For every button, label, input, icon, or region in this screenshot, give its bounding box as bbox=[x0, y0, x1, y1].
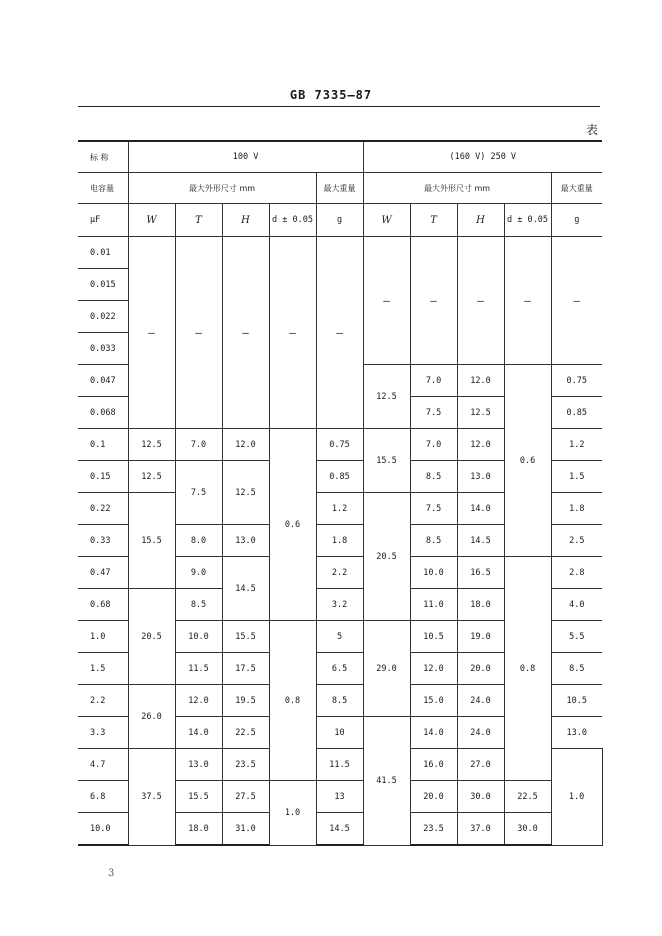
header-t-250v: T bbox=[410, 204, 457, 237]
g250-dash: — bbox=[551, 237, 602, 365]
h250-dash: — bbox=[457, 237, 504, 365]
header-250v: (160 V) 250 V bbox=[363, 141, 602, 173]
header-weight-100v: 最大重量 bbox=[316, 173, 363, 204]
cap-value: 0.47 bbox=[78, 557, 128, 589]
g250-cell: 13.0 bbox=[551, 717, 602, 749]
capacitor-dimension-table bbox=[78, 140, 602, 846]
header-row-voltage bbox=[78, 141, 602, 173]
cap-value: 1.0 bbox=[78, 621, 128, 653]
header-rule bbox=[78, 106, 600, 107]
g250-cell: 8.5 bbox=[551, 653, 602, 685]
w100-dash: — bbox=[128, 237, 175, 429]
g250-cell: 1.5 bbox=[551, 461, 602, 493]
h100-cell: 31.0 bbox=[222, 813, 269, 846]
h100-cell: 22.5 bbox=[222, 717, 269, 749]
cap-value: 0.047 bbox=[78, 365, 128, 397]
cap-value: 10.0 bbox=[78, 813, 128, 846]
t250-cell: 8.5 bbox=[410, 461, 457, 493]
t250-cell: 10.0 bbox=[410, 557, 457, 589]
w100-cell: 15.5 bbox=[128, 493, 175, 589]
t250-cell: 7.0 bbox=[410, 365, 457, 397]
h250-cell: 18.0 bbox=[457, 589, 504, 621]
h100-cell: 15.5 bbox=[222, 621, 269, 653]
g250-cell: 2.8 bbox=[551, 557, 602, 589]
h250-cell: 14.0 bbox=[457, 493, 504, 525]
w250-cell: 41.5 bbox=[363, 717, 410, 846]
h250-cell: 12.5 bbox=[457, 397, 504, 429]
d250-cell: 0.6 bbox=[504, 365, 551, 557]
h250-cell: 19.0 bbox=[457, 621, 504, 653]
t100-cell: 7.0 bbox=[175, 429, 222, 461]
h100-cell: 19.5 bbox=[222, 685, 269, 717]
g100-cell: 1.2 bbox=[316, 493, 363, 525]
h250-cell: 24.0 bbox=[457, 685, 504, 717]
h250-cell: 20.0 bbox=[457, 653, 504, 685]
t250-cell: 7.5 bbox=[410, 493, 457, 525]
header-nominal: 标 称 bbox=[78, 141, 128, 173]
g100-cell: 0.75 bbox=[316, 429, 363, 461]
header-h-250v: H bbox=[457, 204, 504, 237]
d100-cell: 1.0 bbox=[269, 781, 316, 846]
w250-cell: 29.0 bbox=[363, 621, 410, 717]
h250-cell: 14.5 bbox=[457, 525, 504, 557]
t250-cell: 15.0 bbox=[410, 685, 457, 717]
cap-value: 2.2 bbox=[78, 685, 128, 717]
header-capacitance: 电容量 bbox=[78, 173, 128, 204]
table-row bbox=[78, 237, 602, 269]
header-dims-250v: 最大外形尺寸 mm bbox=[363, 173, 551, 204]
t250-cell: 20.0 bbox=[410, 781, 457, 813]
h250-cell: 12.0 bbox=[457, 429, 504, 461]
header-dims-100v: 最大外形尺寸 mm bbox=[128, 173, 316, 204]
g250-cell: 0.85 bbox=[551, 397, 602, 429]
t100-cell: 13.0 bbox=[175, 749, 222, 781]
t100-cell: 8.5 bbox=[175, 589, 222, 621]
t100-cell: 14.0 bbox=[175, 717, 222, 749]
t100-cell: 9.0 bbox=[175, 557, 222, 589]
table-label: 表 bbox=[586, 123, 599, 137]
cap-value: 0.22 bbox=[78, 493, 128, 525]
t100-cell: 11.5 bbox=[175, 653, 222, 685]
g250-cell: 2.5 bbox=[551, 525, 602, 557]
t250-dash: — bbox=[410, 237, 457, 365]
t250-cell: 7.0 bbox=[410, 429, 457, 461]
t250-cell: 14.0 bbox=[410, 717, 457, 749]
t250-cell: 23.5 bbox=[410, 813, 457, 846]
t100-cell: 8.0 bbox=[175, 525, 222, 557]
t250-cell: 12.0 bbox=[410, 653, 457, 685]
h100-cell: 17.5 bbox=[222, 653, 269, 685]
page-number: 3 bbox=[108, 868, 115, 879]
t100-cell: 18.0 bbox=[175, 813, 222, 846]
h250-cell: 37.0 bbox=[457, 813, 504, 846]
g100-cell: 11.5 bbox=[316, 749, 363, 781]
cap-value: 0.015 bbox=[78, 269, 128, 301]
w250-cell: 15.5 bbox=[363, 429, 410, 493]
g100-cell: 13 bbox=[316, 781, 363, 813]
t250-cell: 10.5 bbox=[410, 621, 457, 653]
header-t-100v: T bbox=[175, 204, 222, 237]
g100-cell: 14.5 bbox=[316, 813, 363, 846]
g100-cell: 6.5 bbox=[316, 653, 363, 685]
h250-cell: 30.0 bbox=[457, 781, 504, 813]
g100-cell: 5 bbox=[316, 621, 363, 653]
t100-cell: 12.0 bbox=[175, 685, 222, 717]
h100-cell: 23.5 bbox=[222, 749, 269, 781]
h250-cell: 16.5 bbox=[457, 557, 504, 589]
g100-cell: 3.2 bbox=[316, 589, 363, 621]
g100-dash: — bbox=[316, 237, 363, 429]
g250-cell: 5.5 bbox=[551, 621, 602, 653]
header-w-100v: W bbox=[128, 204, 175, 237]
header-d-100v: d ± 0.05 bbox=[269, 204, 316, 237]
d100-cell: 0.8 bbox=[269, 621, 316, 781]
g250-cell: 10.5 bbox=[551, 685, 602, 717]
g250-cell: 22.5 bbox=[504, 781, 551, 813]
w100-cell: 20.5 bbox=[128, 589, 175, 685]
d100-dash: — bbox=[269, 237, 316, 429]
h100-cell: 14.5 bbox=[222, 557, 269, 621]
header-unit: μF bbox=[78, 204, 128, 237]
d100-cell: 0.6 bbox=[269, 429, 316, 621]
w100-cell: 12.5 bbox=[128, 461, 175, 493]
t100-cell: 10.0 bbox=[175, 621, 222, 653]
h250-cell: 27.0 bbox=[457, 749, 504, 781]
h250-cell: 12.0 bbox=[457, 365, 504, 397]
h100-cell: 12.5 bbox=[222, 461, 269, 525]
header-g-250v: g bbox=[551, 204, 602, 237]
header-100v: 100 V bbox=[128, 141, 363, 173]
h250-cell: 13.0 bbox=[457, 461, 504, 493]
cap-value: 3.3 bbox=[78, 717, 128, 749]
g250-cell: 1.2 bbox=[551, 429, 602, 461]
g250-cell: 4.0 bbox=[551, 589, 602, 621]
h250-cell: 24.0 bbox=[457, 717, 504, 749]
g100-cell: 2.2 bbox=[316, 557, 363, 589]
h100-cell: 13.0 bbox=[222, 525, 269, 557]
w250-cell: 12.5 bbox=[363, 365, 410, 429]
t250-cell: 7.5 bbox=[410, 397, 457, 429]
t100-dash: — bbox=[175, 237, 222, 429]
cap-value: 0.15 bbox=[78, 461, 128, 493]
g250-cell: 30.0 bbox=[504, 813, 551, 846]
g100-cell: 1.8 bbox=[316, 525, 363, 557]
t250-cell: 8.5 bbox=[410, 525, 457, 557]
cap-value: 0.022 bbox=[78, 301, 128, 333]
cap-value: 6.8 bbox=[78, 781, 128, 813]
d250-dash: — bbox=[504, 237, 551, 365]
t100-cell: 7.5 bbox=[175, 461, 222, 525]
g100-cell: 0.85 bbox=[316, 461, 363, 493]
h100-cell: 12.0 bbox=[222, 429, 269, 461]
header-row-columns bbox=[78, 204, 602, 237]
g100-cell: 8.5 bbox=[316, 685, 363, 717]
w250-dash: — bbox=[363, 237, 410, 365]
t250-cell: 16.0 bbox=[410, 749, 457, 781]
cap-value: 0.068 bbox=[78, 397, 128, 429]
w100-cell: 26.0 bbox=[128, 685, 175, 749]
d250-cell: 0.8 bbox=[504, 557, 551, 781]
standard-code: GB 7335—87 bbox=[289, 88, 373, 102]
cap-value: 0.33 bbox=[78, 525, 128, 557]
cap-value: 0.1 bbox=[78, 429, 128, 461]
t100-cell: 15.5 bbox=[175, 781, 222, 813]
w100-cell: 12.5 bbox=[128, 429, 175, 461]
g250-cell: 1.8 bbox=[551, 493, 602, 525]
cap-value: 0.68 bbox=[78, 589, 128, 621]
header-weight-250v: 最大重量 bbox=[551, 173, 602, 204]
header-w-250v: W bbox=[363, 204, 410, 237]
cap-value: 1.5 bbox=[78, 653, 128, 685]
h100-dash: — bbox=[222, 237, 269, 429]
d250-cell: 1.0 bbox=[551, 749, 602, 846]
header-h-100v: H bbox=[222, 204, 269, 237]
g250-cell: 0.75 bbox=[551, 365, 602, 397]
w100-cell: 37.5 bbox=[128, 749, 175, 846]
h100-cell: 27.5 bbox=[222, 781, 269, 813]
cap-value: 4.7 bbox=[78, 749, 128, 781]
header-row-groups bbox=[78, 173, 602, 204]
header-g-100v: g bbox=[316, 204, 363, 237]
g100-cell: 10 bbox=[316, 717, 363, 749]
cap-value: 0.01 bbox=[78, 237, 128, 269]
t250-cell: 11.0 bbox=[410, 589, 457, 621]
w250-cell: 20.5 bbox=[363, 493, 410, 621]
header-d-250v: d ± 0.05 bbox=[504, 204, 551, 237]
cap-value: 0.033 bbox=[78, 333, 128, 365]
